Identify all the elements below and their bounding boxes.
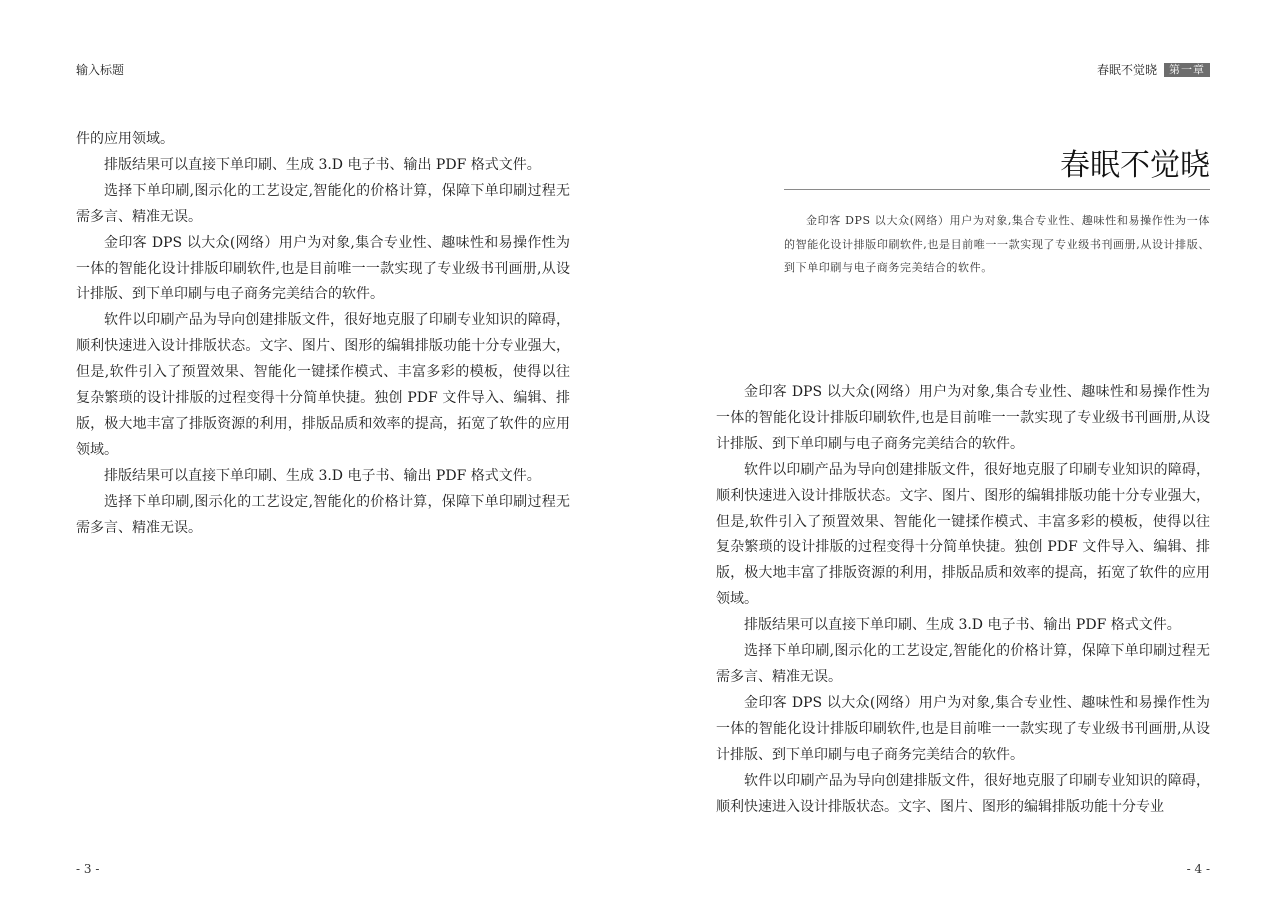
paragraph: 排版结果可以直接下单印刷、生成 3.D 电子书、输出 PDF 格式文件。 [104, 156, 541, 173]
paragraph: 金印客 DPS 以大众(网络）用户为对象,集合专业性、趣味性和易操作性为一体的智能化设计排版印刷软件,也是目前唯一一款实现了专业级书刊画册,从设计排版、到下单印刷与电子商务完美结合的软件。 [716, 384, 1210, 452]
paragraph: 软件以印刷产品为导向创建排版文件，很好地克服了印刷专业知识的障碍，顺利快速进入设计排版状态。文字、图片、图形的编辑排版功能十分专业强大，但是,软件引入了预置效果、智能化一键揉作模式、丰富多彩的模板，使得以往复杂繁琐的设计排版的过程变得十分简单快捷。独创 PDF 文件导入、编辑、排版，极大地丰富了排版资源的利用，排版品质和效率的提高，拓宽了软件的应用领域。 [716, 461, 1210, 608]
page-number-left: - 3 - [76, 862, 100, 876]
page-number-right: - 4 - [1186, 862, 1210, 876]
paragraph: 软件以印刷产品为导向创建排版文件，很好地克服了印刷专业知识的障碍，顺利快速进入设计排版状态。文字、图片、图形的编辑排版功能十分专业 [716, 772, 1210, 815]
chapter-label-badge: 第一章 [1164, 63, 1210, 77]
chapter-abstract: 金印客 DPS 以大众(网络）用户为对象,集合专业性、趣味性和易操作性为一体的智能化设计排版印刷软件,也是目前唯一一款实现了专业级书刊画册,从设计排版、到下单印刷与电子商务完美结合的软件。 [784, 214, 1210, 274]
right-body-text [716, 380, 1210, 820]
title-divider [784, 189, 1210, 190]
paragraph: 件的应用领域。 [76, 131, 174, 147]
running-head-title: 春眠不觉晓 [1096, 63, 1157, 77]
chapter-title: 春眠不觉晓 [1060, 148, 1210, 183]
paragraph: 选择下单印刷,图示化的工艺设定,智能化的价格计算，保障下单印刷过程无需多言、精准无误。 [716, 643, 1210, 685]
paragraph: 金印客 DPS 以大众(网络）用户为对象,集合专业性、趣味性和易操作性为一体的智能化设计排版印刷软件,也是目前唯一一款实现了专业级书刊画册,从设计排版、到下单印刷与电子商务完美结合的软件。 [76, 234, 570, 303]
paragraph: 金印客 DPS 以大众(网络）用户为对象,集合专业性、趣味性和易操作性为一体的智能化设计排版印刷软件,也是目前唯一一款实现了专业级书刊画册,从设计排版、到下单印刷与电子商务完美结合的软件。 [716, 694, 1210, 763]
running-head-right [1097, 62, 1210, 78]
paragraph: 排版结果可以直接下单印刷、生成 3.D 电子书、输出 PDF 格式文件。 [104, 467, 541, 484]
paragraph: 排版结果可以直接下单印刷、生成 3.D 电子书、输出 PDF 格式文件。 [744, 617, 1181, 634]
left-body-text [76, 127, 570, 542]
paragraph: 选择下单印刷,图示化的工艺设定,智能化的价格计算，保障下单印刷过程无需多言、精准无误。 [76, 182, 570, 225]
right-page [642, 0, 1284, 907]
paragraph: 软件以印刷产品为导向创建排版文件，很好地克服了印刷专业知识的障碍，顺利快速进入设计排版状态。文字、图片、图形的编辑排版功能十分专业强大，但是,软件引入了预置效果、智能化一键揉作模式、丰富多彩的模板，使得以往复杂繁琐的设计排版的过程变得十分简单快捷。独创 PDF 文件导入、编辑、排版，极大地丰富了排版资源的利用，排版品质和效率的提高，拓宽了软件的应用领域。 [76, 312, 570, 458]
running-head-left: 输入标题 [76, 63, 125, 77]
paragraph: 选择下单印刷,图示化的工艺设定,智能化的价格计算，保障下单印刷过程无需多言、精准无误。 [76, 493, 570, 536]
